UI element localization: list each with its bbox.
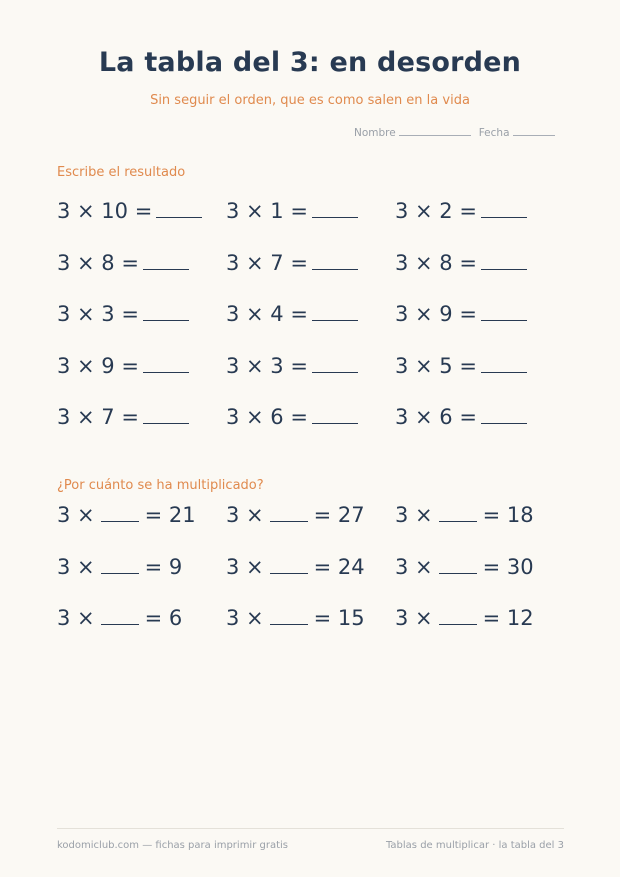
exercise-expression: 3 × 9 =: [395, 302, 477, 326]
exercise-item: [395, 352, 531, 382]
exercise-expression: 3 × 8 =: [57, 250, 139, 275]
exercise-row: [57, 352, 557, 382]
exercise-expression: 3 × 7 =: [226, 250, 308, 275]
exercise-item: [226, 197, 362, 227]
exercise-item: [57, 197, 206, 227]
exercise-row: [57, 249, 557, 279]
missing-factor-blank[interactable]: [270, 501, 308, 522]
product-right: = 18: [482, 503, 534, 527]
page-subtitle: Sin seguir el orden, que es como salen en la vida: [150, 93, 470, 108]
date-field[interactable]: [513, 126, 555, 136]
exercise-item: [395, 604, 534, 634]
exercise-item: [57, 553, 182, 583]
exercise-item: [395, 501, 534, 531]
answer-blank[interactable]: [143, 403, 189, 424]
exercise-expression: 3 × 3 =: [226, 353, 308, 378]
date-label: Fecha: [478, 127, 510, 139]
exercise-row: [57, 403, 557, 433]
missing-factor-blank[interactable]: [101, 553, 139, 574]
exercise-item: [226, 501, 365, 531]
answer-blank[interactable]: [143, 249, 189, 270]
answer-blank[interactable]: [481, 300, 527, 321]
product-right: = 12: [482, 606, 534, 630]
exercise-item: [226, 553, 365, 583]
answer-blank[interactable]: [143, 300, 189, 321]
exercise-item: [57, 300, 193, 330]
exercise-item: [57, 403, 193, 433]
exercise-item: [395, 553, 534, 583]
answer-blank[interactable]: [143, 352, 189, 373]
answer-blank[interactable]: [312, 352, 358, 373]
product-right: = 24: [313, 554, 365, 579]
exercise-expression: 3 × 1 =: [226, 199, 308, 223]
product-right: = 30: [482, 554, 534, 579]
exercise-item: [395, 300, 531, 330]
footer-topic: Tablas de multiplicar · la tabla del 3: [385, 840, 564, 851]
exercise-expression: 3 × 9 =: [57, 353, 139, 378]
missing-factor-blank[interactable]: [439, 553, 477, 574]
missing-factor-blank[interactable]: [270, 553, 308, 574]
exercise-row: [57, 300, 557, 330]
answer-blank[interactable]: [312, 197, 358, 218]
missing-factor-blank[interactable]: [439, 501, 477, 522]
missing-factor-blank[interactable]: [101, 501, 139, 522]
factor-left: 3 ×: [226, 606, 264, 630]
answer-blank[interactable]: [156, 197, 202, 218]
exercise-item: [226, 352, 362, 382]
answer-blank[interactable]: [481, 352, 527, 373]
answer-blank[interactable]: [312, 300, 358, 321]
missing-factor-blank[interactable]: [270, 604, 308, 625]
exercise-expression: 3 × 5 =: [395, 353, 477, 378]
exercise-row: [57, 501, 557, 531]
exercise-expression: 3 × 10 =: [57, 199, 153, 223]
product-right: = 9: [144, 554, 183, 579]
name-field[interactable]: [399, 126, 471, 136]
exercise-item: [226, 249, 362, 279]
exercise-expression: 3 × 4 =: [226, 302, 308, 326]
factor-left: 3 ×: [57, 554, 95, 579]
exercise-row: [57, 604, 557, 634]
exercise-expression: 3 × 6 =: [395, 405, 477, 429]
exercise-expression: 3 × 8 =: [395, 250, 477, 275]
product-right: = 15: [313, 606, 365, 630]
product-right: = 27: [313, 503, 365, 527]
product-right: = 21: [144, 503, 196, 527]
factor-left: 3 ×: [395, 606, 433, 630]
exercise-expression: 3 × 6 =: [226, 405, 308, 429]
exercise-item: [395, 403, 531, 433]
exercise-row: [57, 197, 557, 227]
exercise-item: [226, 604, 365, 634]
product-right: = 6: [144, 606, 183, 630]
name-label: Nombre: [354, 127, 396, 139]
exercise-item: [57, 249, 193, 279]
page-title: La tabla del 3: en desorden: [98, 47, 522, 78]
exercise-item: [226, 300, 362, 330]
answer-blank[interactable]: [481, 197, 527, 218]
answer-blank[interactable]: [481, 249, 527, 270]
exercise-item: [57, 501, 196, 531]
factor-left: 3 ×: [226, 554, 264, 579]
name-date-fields: [354, 126, 565, 139]
footer-site: kodomiclub.com — fichas para imprimir gratis: [57, 840, 289, 851]
answer-blank[interactable]: [312, 403, 358, 424]
answer-blank[interactable]: [481, 403, 527, 424]
exercise-item: [226, 403, 362, 433]
section1-label: Escribe el resultado: [57, 165, 186, 180]
exercise-item: [395, 249, 531, 279]
section2-label: ¿Por cuánto se ha multiplicado?: [57, 478, 264, 493]
exercise-expression: 3 × 2 =: [395, 199, 477, 223]
exercise-row: [57, 553, 557, 583]
exercise-expression: 3 × 7 =: [57, 405, 139, 429]
factor-left: 3 ×: [395, 554, 433, 579]
exercise-item: [395, 197, 531, 227]
factor-left: 3 ×: [395, 503, 433, 527]
exercise-expression: 3 × 3 =: [57, 302, 139, 326]
factor-left: 3 ×: [226, 503, 264, 527]
exercise-item: [57, 352, 193, 382]
missing-factor-blank[interactable]: [439, 604, 477, 625]
footer-divider: [57, 828, 564, 829]
missing-factor-blank[interactable]: [101, 604, 139, 625]
exercise-item: [57, 604, 182, 634]
factor-left: 3 ×: [57, 606, 95, 630]
factor-left: 3 ×: [57, 503, 95, 527]
answer-blank[interactable]: [312, 249, 358, 270]
